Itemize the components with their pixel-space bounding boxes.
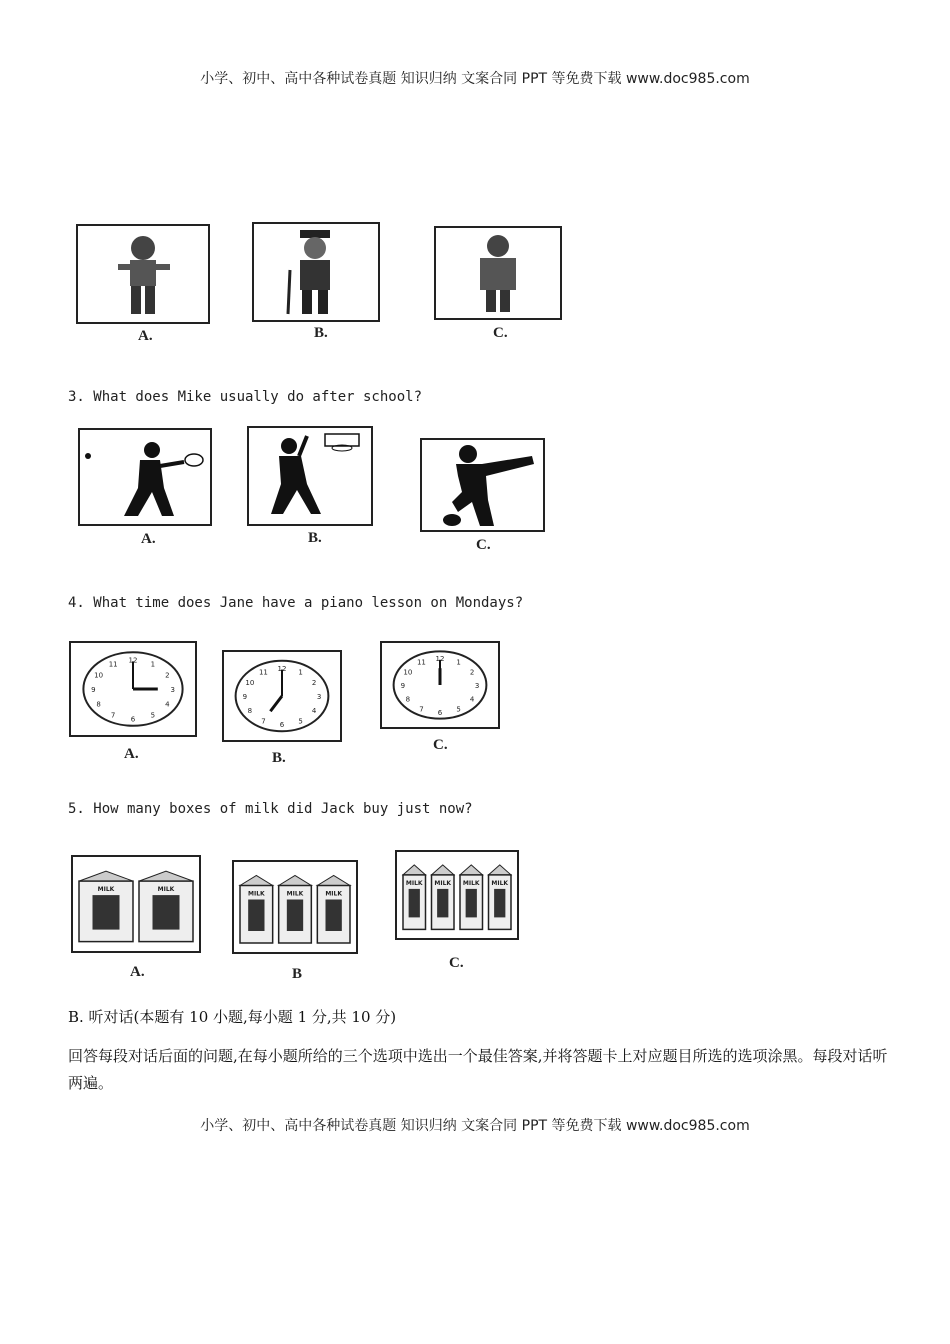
svg-text:10: 10 bbox=[94, 671, 104, 680]
svg-text:7: 7 bbox=[110, 711, 116, 720]
q5-option-c-image bbox=[395, 850, 519, 940]
q3-option-c-label: C. bbox=[476, 537, 491, 553]
section-b-instructions: 回答每段对话后面的问题,在每小题所给的三个选项中选出一个最佳答案,并将答题卡上对应题目所选的选项涂黑。每段对话听两遍。 bbox=[68, 1047, 888, 1092]
svg-text:MILK: MILK bbox=[434, 879, 452, 887]
svg-text:6: 6 bbox=[279, 721, 285, 730]
svg-text:1: 1 bbox=[298, 668, 303, 677]
q4-option-b-label: B. bbox=[272, 750, 286, 766]
svg-text:MILK: MILK bbox=[97, 886, 115, 894]
svg-text:7: 7 bbox=[419, 705, 424, 714]
q5-option-b-label: B bbox=[292, 966, 303, 982]
svg-text:5: 5 bbox=[298, 717, 303, 726]
svg-text:1: 1 bbox=[456, 658, 461, 667]
svg-text:2: 2 bbox=[469, 668, 475, 677]
svg-text:11: 11 bbox=[108, 660, 118, 669]
q3-option-a-image bbox=[78, 428, 212, 526]
q2-option-c-label: C. bbox=[493, 325, 508, 341]
svg-text:12: 12 bbox=[128, 656, 138, 665]
svg-text:3: 3 bbox=[474, 682, 480, 690]
q5-option-a-label: A. bbox=[130, 964, 145, 980]
svg-text:9: 9 bbox=[400, 682, 406, 690]
svg-text:6: 6 bbox=[130, 715, 136, 724]
svg-text:2: 2 bbox=[165, 671, 170, 680]
q4-option-b-clock bbox=[222, 650, 342, 742]
svg-text:3: 3 bbox=[170, 686, 175, 694]
svg-text:MILK: MILK bbox=[286, 890, 304, 898]
q4-option-c-label: C. bbox=[433, 737, 448, 753]
svg-text:10: 10 bbox=[403, 668, 413, 677]
svg-text:10: 10 bbox=[245, 678, 255, 687]
svg-text:MILK: MILK bbox=[462, 879, 480, 887]
svg-text:11: 11 bbox=[258, 668, 268, 677]
svg-text:8: 8 bbox=[247, 707, 253, 716]
svg-text:12: 12 bbox=[435, 655, 445, 664]
q5-option-c-label: C. bbox=[449, 955, 464, 971]
q3-option-b-label: B. bbox=[308, 530, 322, 546]
q2-option-a-label: A. bbox=[138, 328, 153, 344]
page-footer: 小学、初中、高中各种试卷真题 知识归纳 文案合同 PPT 等免费下载 www.doc985.com bbox=[200, 1118, 750, 1134]
q2-option-b-label: B. bbox=[314, 325, 328, 341]
q3-option-a-label: A. bbox=[141, 531, 156, 547]
svg-text:9: 9 bbox=[91, 686, 96, 694]
q2-option-a-image bbox=[76, 224, 210, 324]
svg-text:4: 4 bbox=[165, 700, 170, 709]
svg-text:7: 7 bbox=[261, 717, 266, 726]
svg-text:11: 11 bbox=[416, 658, 426, 667]
svg-text:6: 6 bbox=[437, 708, 443, 717]
svg-text:MILK: MILK bbox=[491, 879, 509, 887]
q5-option-a-image bbox=[71, 855, 201, 953]
q4-option-c-clock bbox=[380, 641, 500, 729]
svg-text:8: 8 bbox=[405, 695, 411, 704]
q3-option-c-image bbox=[420, 438, 545, 532]
q2-option-b-image bbox=[252, 222, 380, 322]
q5-option-b-image bbox=[232, 860, 358, 954]
question-3: 3. What does Mike usually do after school? bbox=[68, 389, 423, 405]
q4-option-a-clock bbox=[69, 641, 197, 737]
svg-text:8: 8 bbox=[96, 700, 101, 709]
svg-text:1: 1 bbox=[150, 660, 156, 669]
svg-text:9: 9 bbox=[242, 693, 248, 701]
svg-text:12: 12 bbox=[277, 664, 287, 673]
svg-text:4: 4 bbox=[469, 695, 475, 704]
svg-text:2: 2 bbox=[311, 678, 317, 687]
svg-text:MILK: MILK bbox=[157, 886, 175, 894]
question-5: 5. How many boxes of milk did Jack buy just now? bbox=[68, 801, 473, 817]
section-b-title: B. 听对话(本题有 10 小题,每小题 1 分,共 10 分) bbox=[68, 1008, 397, 1026]
svg-text:MILK: MILK bbox=[325, 890, 343, 898]
svg-text:MILK: MILK bbox=[405, 879, 423, 887]
svg-text:3: 3 bbox=[316, 693, 322, 701]
svg-text:5: 5 bbox=[150, 711, 156, 720]
svg-text:5: 5 bbox=[456, 705, 461, 714]
question-4: 4. What time does Jane have a piano lesson on Mondays? bbox=[68, 595, 524, 611]
q2-option-c-image bbox=[434, 226, 562, 320]
q3-option-b-image bbox=[247, 426, 373, 526]
svg-text:MILK: MILK bbox=[247, 890, 265, 898]
page-header: 小学、初中、高中各种试卷真题 知识归纳 文案合同 PPT 等免费下载 www.doc985.com bbox=[200, 71, 750, 87]
q4-option-a-label: A. bbox=[124, 746, 139, 762]
svg-text:4: 4 bbox=[311, 707, 317, 716]
